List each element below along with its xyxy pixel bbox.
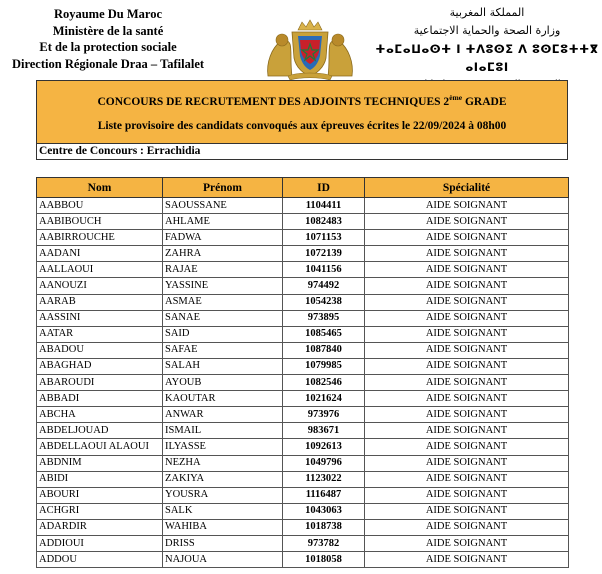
cell-id: 983671	[283, 423, 365, 439]
cell-id: 1043063	[283, 503, 365, 519]
header-arabic-kingdom: المملكة المغربية	[449, 6, 525, 19]
cell-id: 1054238	[283, 294, 365, 310]
header-line-kingdom: Royaume Du Maroc	[53, 7, 163, 21]
cell-nom: AABIRROUCHE	[37, 230, 163, 246]
cell-prenom: SAOUSSANE	[163, 198, 283, 214]
cell-id: 974492	[283, 278, 365, 294]
cell-specialite: AIDE SOIGNANT	[365, 503, 569, 519]
cell-id: 1018058	[283, 552, 365, 568]
cell-nom: ABADOU	[37, 342, 163, 358]
cell-prenom: SAID	[163, 326, 283, 342]
title-box	[36, 80, 568, 144]
cell-nom: ABDELLAOUI ALAOUI	[37, 439, 163, 455]
table-row	[37, 375, 569, 391]
cell-specialite: AIDE SOIGNANT	[365, 535, 569, 551]
cell-id: 973895	[283, 310, 365, 326]
cell-specialite: AIDE SOIGNANT	[365, 423, 569, 439]
cell-id: 1071153	[283, 230, 365, 246]
table-row	[37, 262, 569, 278]
cell-prenom: ZAHRA	[163, 246, 283, 262]
cell-specialite: AIDE SOIGNANT	[365, 552, 569, 568]
header-tifinagh-ministry: ⵜⴰⵎⴰⵡⴰⵙⵜ ⵏ ⵜⴷⵓⵙⵉ ⴷ ⵓⵙⵎⵓⵜⵜⴳ ⴰⵏⴰⵎⵓⵏ	[375, 42, 599, 74]
cell-id: 1116487	[283, 487, 365, 503]
table-row	[37, 278, 569, 294]
cell-prenom: AYOUB	[163, 375, 283, 391]
header-line-direction: Direction Régionale Draa – Tafilalet	[11, 56, 205, 71]
cell-nom: ABDNIM	[37, 455, 163, 471]
table-row	[37, 423, 569, 439]
cell-specialite: AIDE SOIGNANT	[365, 294, 569, 310]
candidates-table	[36, 177, 569, 568]
cell-prenom: DRISS	[163, 535, 283, 551]
cell-id: 1021624	[283, 391, 365, 407]
cell-prenom: SAFAE	[163, 342, 283, 358]
cell-nom: ABIDI	[37, 471, 163, 487]
cell-nom: AASSINI	[37, 310, 163, 326]
cell-specialite: AIDE SOIGNANT	[365, 326, 569, 342]
cell-id: 1082546	[283, 375, 365, 391]
cell-id: 1018738	[283, 519, 365, 535]
table-row	[37, 439, 569, 455]
contest-title-superscript: ème	[449, 93, 463, 102]
cell-nom: ABBADI	[37, 391, 163, 407]
cell-specialite: AIDE SOIGNANT	[365, 310, 569, 326]
cell-id: 1049796	[283, 455, 365, 471]
cell-nom: ABCHA	[37, 407, 163, 423]
cell-nom: AATAR	[37, 326, 163, 342]
header-line-protection: Et de la protection sociale	[39, 40, 177, 54]
cell-prenom: SALK	[163, 503, 283, 519]
contest-title-grade: GRADE	[462, 95, 507, 108]
cell-specialite: AIDE SOIGNANT	[365, 471, 569, 487]
cell-id: 973976	[283, 407, 365, 423]
table-row	[37, 326, 569, 342]
cell-nom: AARAB	[37, 294, 163, 310]
table-row	[37, 310, 569, 326]
cell-nom: AABBOU	[37, 198, 163, 214]
cell-specialite: AIDE SOIGNANT	[365, 519, 569, 535]
cell-id: 1087840	[283, 342, 365, 358]
cell-specialite: AIDE SOIGNANT	[365, 487, 569, 503]
cell-id: 1123022	[283, 471, 365, 487]
table-row	[37, 455, 569, 471]
table-row	[37, 358, 569, 374]
cell-id: 1072139	[283, 246, 365, 262]
table-row	[37, 198, 569, 214]
contest-title-main: CONCOURS DE RECRUTEMENT DES ADJOINTS TECHNIQUES 2	[97, 95, 450, 108]
cell-specialite: AIDE SOIGNANT	[365, 455, 569, 471]
table-row	[37, 391, 569, 407]
cell-specialite: AIDE SOIGNANT	[365, 214, 569, 230]
cell-specialite: AIDE SOIGNANT	[365, 439, 569, 455]
cell-prenom: AHLAME	[163, 214, 283, 230]
moroccan-coat-of-arms-icon	[262, 18, 358, 80]
cell-nom: AADANI	[37, 246, 163, 262]
contest-title	[37, 93, 567, 108]
cell-prenom: NEZHA	[163, 455, 283, 471]
column-header-id: ID	[283, 178, 365, 198]
cell-prenom: ISMAIL	[163, 423, 283, 439]
column-header-nom: Nom	[37, 178, 163, 198]
table-row	[37, 535, 569, 551]
table-row	[37, 503, 569, 519]
table-row	[37, 487, 569, 503]
list-subtitle: Liste provisoire des candidats convoqués aux épreuves écrites le 22/09/2024 à 08h00	[97, 120, 507, 132]
cell-prenom: FADWA	[163, 230, 283, 246]
table-row	[37, 230, 569, 246]
cell-specialite: AIDE SOIGNANT	[365, 246, 569, 262]
cell-specialite: AIDE SOIGNANT	[365, 198, 569, 214]
cell-id: 1082483	[283, 214, 365, 230]
cell-nom: ADDIOUI	[37, 535, 163, 551]
exam-centre: Centre de Concours : Errachidia	[36, 143, 568, 160]
column-header-specialite: Spécialité	[365, 178, 569, 198]
cell-nom: ADDOU	[37, 552, 163, 568]
column-header-prenom: Prénom	[163, 178, 283, 198]
cell-prenom: KAOUTAR	[163, 391, 283, 407]
cell-specialite: AIDE SOIGNANT	[365, 391, 569, 407]
cell-prenom: YOUSRA	[163, 487, 283, 503]
cell-specialite: AIDE SOIGNANT	[365, 342, 569, 358]
cell-nom: AALLAOUI	[37, 262, 163, 278]
cell-prenom: ASMAE	[163, 294, 283, 310]
header-line-ministry: Ministère de la santé	[52, 23, 164, 38]
table-header-row	[37, 178, 569, 198]
cell-specialite: AIDE SOIGNANT	[365, 230, 569, 246]
cell-nom: AANOUZI	[37, 278, 163, 294]
ministry-header-french	[0, 6, 216, 72]
cell-prenom: NAJOUA	[163, 552, 283, 568]
table-row	[37, 294, 569, 310]
cell-nom: ADARDIR	[37, 519, 163, 535]
cell-specialite: AIDE SOIGNANT	[365, 407, 569, 423]
cell-prenom: RAJAE	[163, 262, 283, 278]
cell-nom: ABAGHAD	[37, 358, 163, 374]
cell-nom: ABOURI	[37, 487, 163, 503]
table-row	[37, 519, 569, 535]
table-row	[37, 552, 569, 568]
cell-specialite: AIDE SOIGNANT	[365, 375, 569, 391]
cell-nom: ACHGRI	[37, 503, 163, 519]
cell-prenom: SANAE	[163, 310, 283, 326]
cell-nom: ABDELJOUAD	[37, 423, 163, 439]
cell-specialite: AIDE SOIGNANT	[365, 278, 569, 294]
cell-nom: AABIBOUCH	[37, 214, 163, 230]
cell-prenom: ZAKIYA	[163, 471, 283, 487]
cell-id: 1041156	[283, 262, 365, 278]
table-row	[37, 407, 569, 423]
cell-prenom: ANWAR	[163, 407, 283, 423]
cell-id: 1104411	[283, 198, 365, 214]
cell-nom: ABAROUDI	[37, 375, 163, 391]
table-row	[37, 342, 569, 358]
cell-id: 1079985	[283, 358, 365, 374]
cell-prenom: WAHIBA	[163, 519, 283, 535]
table-row	[37, 471, 569, 487]
cell-id: 973782	[283, 535, 365, 551]
cell-id: 1085465	[283, 326, 365, 342]
cell-id: 1092613	[283, 439, 365, 455]
cell-prenom: YASSINE	[163, 278, 283, 294]
cell-prenom: SALAH	[163, 358, 283, 374]
cell-specialite: AIDE SOIGNANT	[365, 358, 569, 374]
table-row	[37, 246, 569, 262]
cell-specialite: AIDE SOIGNANT	[365, 262, 569, 278]
cell-prenom: ILYASSE	[163, 439, 283, 455]
table-row	[37, 214, 569, 230]
header-arabic-ministry: وزارة الصحة والحماية الاجتماعية	[413, 24, 561, 37]
